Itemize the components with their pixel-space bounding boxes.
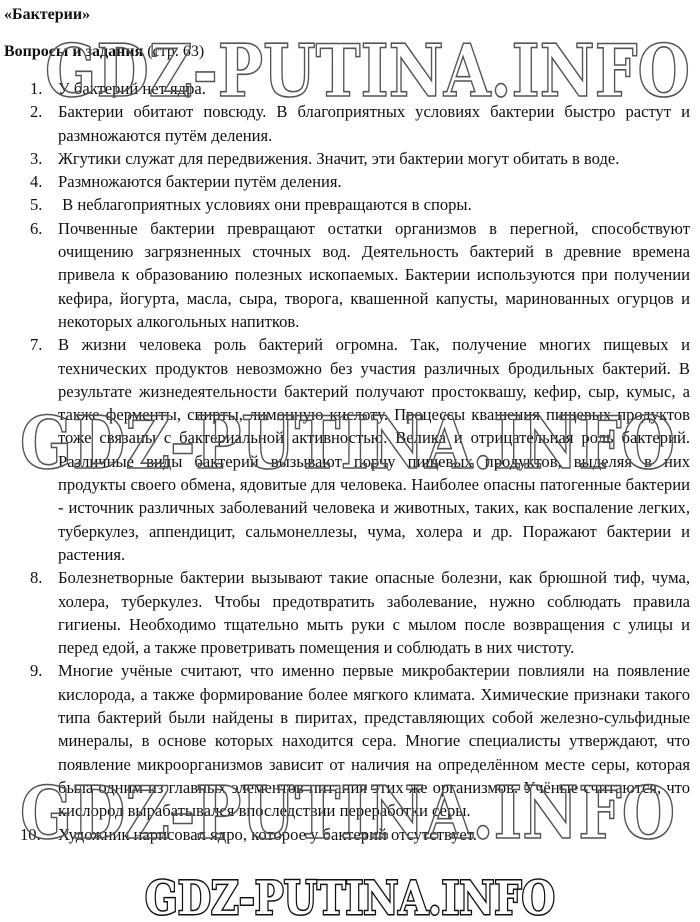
answer-item [0,147,690,170]
answer-text: Бактерии обитают повсюду. В благоприятных условиях бактерии быстро растут и размножаются путём деления. [58,102,690,145]
watermark-text: GDZ-PUTINA.INFO [20,770,675,850]
answer-number: 7. [30,335,43,355]
answer-number: 4. [30,172,43,192]
answer-text: Многие учёные считают, что именно первые микробактерии повлияли на появление кислорода, а также формирование более мягкого климата. Химические признаки такого типа бактерий были найдены в пиритах, представляющих собой железно-сульфидные минералы, в основе которых находится сера. Многие специалисты утверждают, что появление микроорганизмов зависит от наличия на определённом месте серы, которая была одним из главных элементов питания этих же организмов. Учёные считаются, что кислород вырабатывался впоследствии переработки серы. [58,661,690,821]
answer-item [0,333,690,566]
answer-item [0,77,690,100]
watermark-text: GDZ-PUTINA.INFO [20,400,675,480]
watermark-text: GDZ-PUTINA.INFO [145,872,555,922]
answer-item [0,193,690,216]
watermark-text: GDZ-PUTINA.INFO [45,28,690,108]
answer-text: В неблагоприятных условиях они превращаются в споры. [58,195,472,215]
answer-item [0,217,690,333]
answers-list [0,77,690,846]
answer-number: 1. [30,79,43,98]
answer-item [0,100,690,147]
answer-text: Художник нарисовал ядро, которое у бактерий отсутствует. [58,824,477,844]
answer-number: 8. [30,568,43,588]
section-heading [4,43,204,61]
answer-text: Размножаются бактерии путём деления. [58,172,342,192]
answer-item [0,659,690,822]
watermark-bottom [0,872,700,922]
answer-text: В жизни человека роль бактерий огромна. Так, получение многих пищевых и технических продуктов невозможно без участия различных бродильных бактерий. В результате жизнедеятельности бактерий получают простоквашу, кефир, сыр, кумыс, а также ферменты, спирты, лимонную кислоту. Процессы квашения пищевых продуктов тоже связаны с бактериальной активностью. Велика и отрицательная роль бактерий. Различные виды бактерий вызывают порчу пищевых продуктов, выделяя в них продукты своего обмена, ядовитые для человека. Наиболее опасны патогенные бактерии - источник различных заболеваний человека и животных, таких, как воспаление легких, туберкулез, аппендицит, сальмонеллезы, чума, холера и др. Поражают бактерии и растения. [58,335,690,564]
answer-number: 5. [30,195,43,215]
page-reference: (стр. 63) [147,43,205,60]
section-heading-text: Вопросы и задания [4,43,144,60]
answer-text: Болезнетворные бактерии вызывают такие опасные болезни, как брюшной тиф, чума, холера, туберкулез. Чтобы предотвратить заболевание, нужно соблюдать правила гигиены. Необходимо тщательно мыть руки с мылом после возвращения с улицы и перед едой, а также проветривать помещения и соблюдать в них чистоту. [58,568,690,658]
answer-number: 6. [30,218,43,238]
answer-number: 10. [20,824,41,844]
document-title: «Бактерии» [4,6,91,23]
answer-item [0,823,690,846]
answer-number: 3. [30,148,43,168]
answer-text: Почвенные бактерии превращают остатки организмов в перегной, способствуют очищению загрязненных сточных вод. Деятельность бактерий в древние времена привела к образованию полезных ископаемых. Бактерии используются при получении кефира, йогурта, масла, сыра, творога, квашенной капусты, маринованных огурцов и некоторых алкогольных напитков. [58,218,690,331]
answer-text: Жгутики служат для передвижения. Значит, эти бактерии могут обитать в воде. [58,148,620,168]
answer-item [0,170,690,193]
answer-text: У бактерий нет ядра. [58,79,206,98]
answer-number: 2. [30,102,43,122]
answer-number: 9. [30,661,43,681]
answer-item [0,566,690,659]
